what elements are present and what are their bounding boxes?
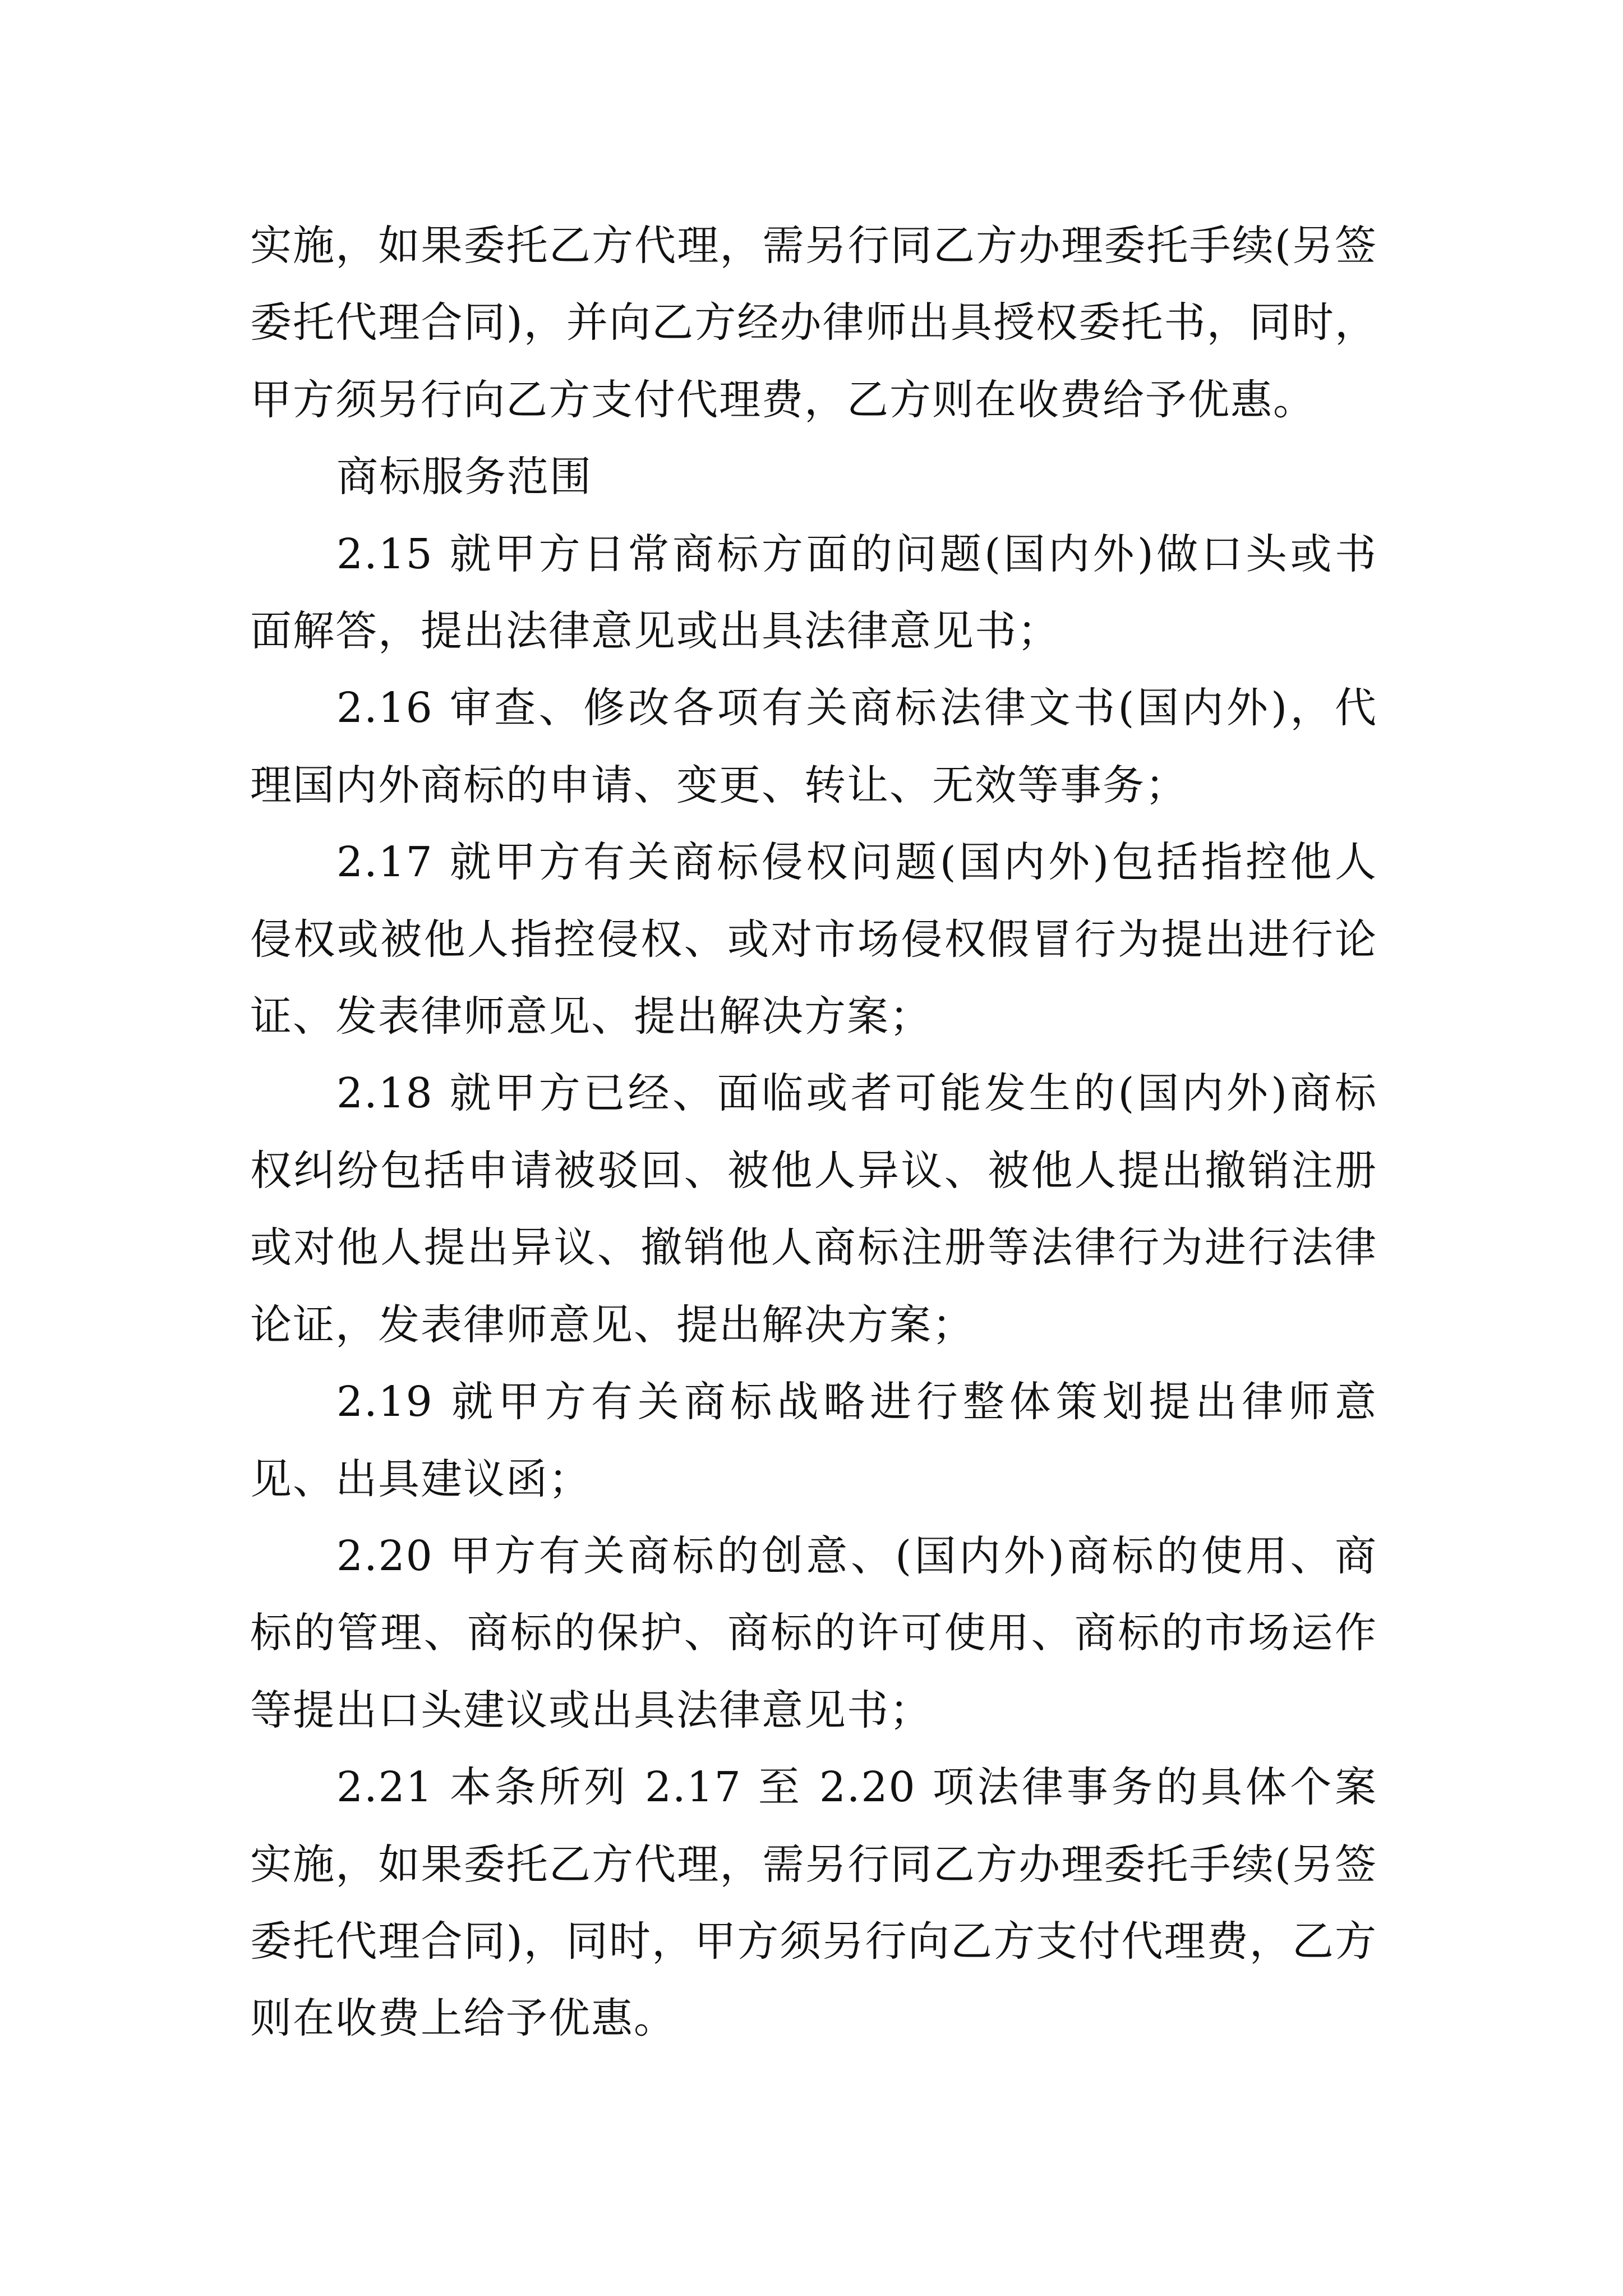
clause-2-19: 2.19 就甲方有关商标战略进行整体策划提出律师意见、出具建议函； <box>250 1378 1377 1503</box>
document-body <box>250 208 1377 2058</box>
section-heading-trademark-services: 商标服务范围 <box>336 453 592 501</box>
clause-2-15: 2.15 就甲方日常商标方面的问题(国内外)做口头或书面解答，提出法律意见或出具法律意见书； <box>250 530 1377 656</box>
clause-2-21: 2.21 本条所列 2.17 至 2.20 项法律事务的具体个案实施，如果委托乙方代理，需另行同乙方办理委托手续(另签委托代理合同)，同时，甲方须另行向乙方支付代理费，乙方则在收费上给予优惠。 <box>250 1763 1377 2043</box>
clause-2-16: 2.16 审查、修改各项有关商标法律文书(国内外)，代理国内外商标的申请、变更、转让、无效等事务； <box>250 684 1377 809</box>
clause-2-18: 2.18 就甲方已经、面临或者可能发生的(国内外)商标权纠纷包括申请被驳回、被他人异议、被他人提出撤销注册或对他人提出异议、撤销他人商标注册等法律行为进行法律论证，发表律师意见、提出解决方案； <box>250 1069 1377 1349</box>
clause-2-20: 2.20 甲方有关商标的创意、(国内外)商标的使用、商标的管理、商标的保护、商标的许可使用、商标的市场运作等提出口头建议或出具法律意见书； <box>250 1531 1377 1734</box>
paragraph-continued: 实施，如果委托乙方代理，需另行同乙方办理委托手续(另签委托代理合同)，并向乙方经办律师出具授权委托书，同时，甲方须另行向乙方支付代理费，乙方则在收费给予优惠。 <box>250 222 1377 424</box>
clause-2-17: 2.17 就甲方有关商标侵权问题(国内外)包括指控他人侵权或被他人指控侵权、或对市场侵权假冒行为提出进行论证、发表律师意见、提出解决方案； <box>250 838 1377 1041</box>
